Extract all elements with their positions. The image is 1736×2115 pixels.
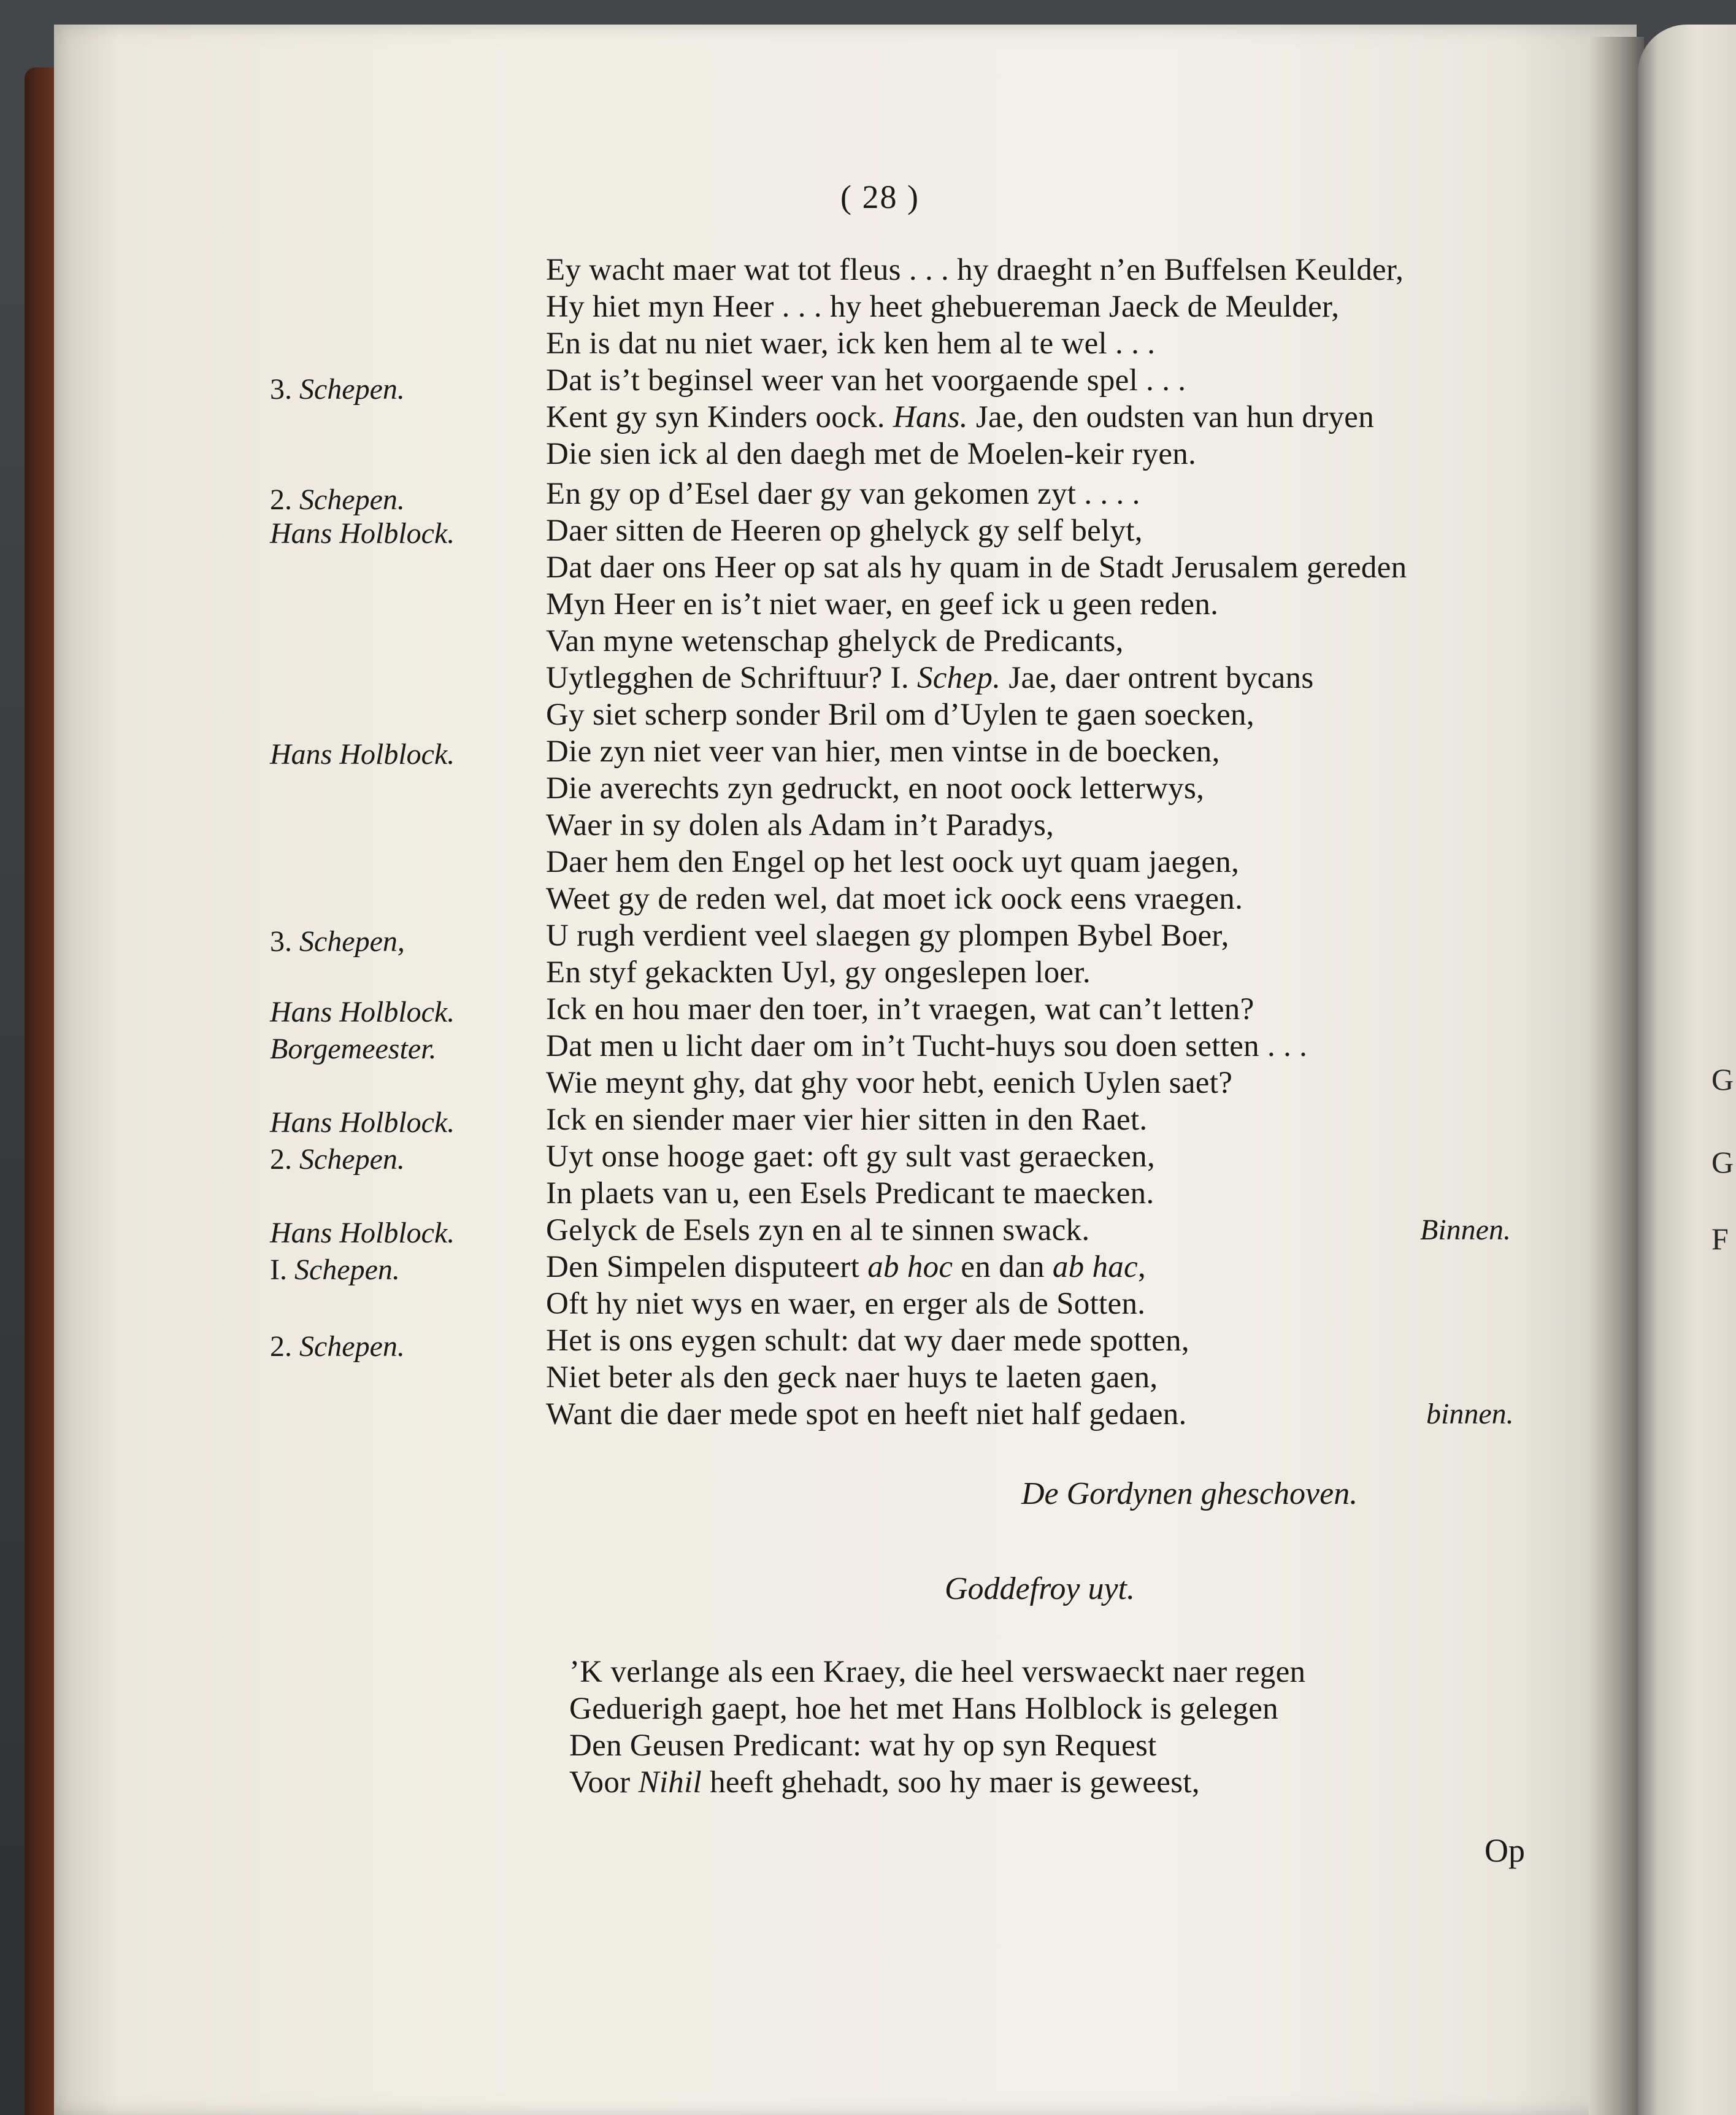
verse-line: Daer sitten de Heeren op ghelyck gy self belyt,: [546, 514, 1143, 548]
facing-page-letter: F: [1711, 1222, 1729, 1256]
verse-line: Ick en hou maer den toer, in’t vraegen, wat can’t letten?: [546, 992, 1254, 1027]
stage-direction: Goddefroy uyt.: [945, 1571, 1135, 1606]
verse-line: Dat daer ons Heer op sat als hy quam in de Stadt Jerusalem gereden: [546, 550, 1407, 585]
speaker-label: 2. Schepen.: [270, 1143, 405, 1176]
speaker-label: Borgemeester.: [270, 1033, 437, 1065]
stage-direction: De Gordynen gheschoven.: [1021, 1476, 1358, 1511]
verse-line: Den Simpelen disputeert ab hoc en dan ab hac,: [546, 1250, 1146, 1284]
verse-line: In plaets van u, een Esels Predicant te maecken.: [546, 1176, 1154, 1211]
facing-page-letter: G: [1711, 1062, 1734, 1096]
verse-line: Uytlegghen de Schriftuur? I. Schep. Jae, daer ontrent bycans: [546, 661, 1314, 695]
verse-line: Die sien ick al den daegh met de Moelen-keir ryen.: [546, 437, 1197, 471]
verse-line: Hy hiet myn Heer . . . hy heet ghebuereman Jaeck de Meulder,: [546, 290, 1340, 324]
verse-line: Uyt onse hooge gaet: oft gy sult vast geraecken,: [546, 1139, 1156, 1174]
catchword: Op: [1484, 1832, 1525, 1869]
verse-line: Ey wacht maer wat tot fleus . . . hy draeght n’en Buffelsen Keulder,: [546, 253, 1404, 287]
verse-line: En styf gekackten Uyl, gy ongeslepen loer.: [546, 955, 1091, 990]
verse-line: En is dat nu niet waer, ick ken hem al te wel . . .: [546, 326, 1156, 361]
verse-line: Waer in sy dolen als Adam in’t Paradys,: [546, 808, 1054, 842]
verse-line: Ick en siender maer vier hier sitten in den Raet.: [546, 1103, 1148, 1137]
page-number: ( 28 ): [840, 179, 920, 215]
speaker-label: 3. Schepen,: [270, 925, 405, 958]
verse-line: U rugh verdient veel slaegen gy plompen Bybel Boer,: [546, 919, 1229, 953]
speaker-label: 2. Schepen.: [270, 1330, 405, 1363]
verse-line: Die averechts zyn gedruckt, en noot oock letterwys,: [546, 771, 1205, 806]
verse-line: Oft hy niet wys en waer, en erger als de Sotten.: [546, 1287, 1146, 1321]
verse-line: Kent gy syn Kinders oock. Hans. Jae, den oudsten van hun dryen: [546, 400, 1375, 434]
verse-line: Van myne wetenschap ghelyck de Predicants,: [546, 624, 1124, 658]
speaker-label: Hans Holblock.: [270, 738, 455, 771]
exit-cue: binnen.: [1426, 1398, 1514, 1430]
verse-line: Dat men u licht daer om in’t Tucht-huys sou doen setten . . .: [546, 1029, 1308, 1063]
speaker-label: Hans Holblock.: [270, 996, 455, 1028]
verse-line: Geduerigh gaept, hoe het met Hans Holblock is gelegen: [569, 1692, 1278, 1726]
verse-line: En gy op d’Esel daer gy van gekomen zyt . . . .: [546, 477, 1140, 511]
verse-line: Niet beter als den geck naer huys te laeten gaen,: [546, 1360, 1158, 1395]
verse-line: Het is ons eygen schult: dat wy daer mede spotten,: [546, 1323, 1189, 1358]
speaker-label: 2. Schepen.: [270, 483, 405, 516]
speaker-label: I. Schepen.: [270, 1254, 400, 1286]
verse-line: Myn Heer en is’t niet waer, en geef ick u geen reden.: [546, 587, 1219, 622]
verse-line: Den Geusen Predicant: wat hy op syn Request: [569, 1728, 1157, 1763]
exit-cue: Binnen.: [1420, 1214, 1511, 1246]
verse-line: ’K verlange als een Kraey, die heel verswaeckt naer regen: [569, 1655, 1306, 1689]
verse-line: Gy siet scherp sonder Bril om d’Uylen te gaen soecken,: [546, 698, 1254, 732]
verse-line: Die zyn niet veer van hier, men vintse in de boecken,: [546, 734, 1220, 769]
verse-line: Gelyck de Esels zyn en al te sinnen swack.: [546, 1213, 1090, 1247]
verse-line: Dat is’t beginsel weer van het voorgaende spel . . .: [546, 363, 1186, 398]
facing-page-letter: G: [1711, 1145, 1734, 1179]
verse-line: Want die daer mede spot en heeft niet half gedaen.: [546, 1397, 1187, 1431]
speaker-label: Hans Holblock.: [270, 1106, 455, 1139]
speaker-label: 3. Schepen.: [270, 373, 405, 406]
verse-line: Daer hem den Engel op het lest oock uyt quam jaegen,: [546, 845, 1240, 879]
verse-line: Wie meynt ghy, dat ghy voor hebt, eenich Uylen saet?: [546, 1066, 1233, 1100]
speaker-label: Hans Holblock.: [270, 1217, 455, 1249]
verse-line: Voor Nihil heeft ghehadt, soo hy maer is geweest,: [569, 1765, 1200, 1800]
book-gutter: [1589, 37, 1644, 2115]
speaker-label: Hans Holblock.: [270, 517, 455, 550]
verse-line: Weet gy de reden wel, dat moet ick oock eens vraegen.: [546, 882, 1243, 916]
